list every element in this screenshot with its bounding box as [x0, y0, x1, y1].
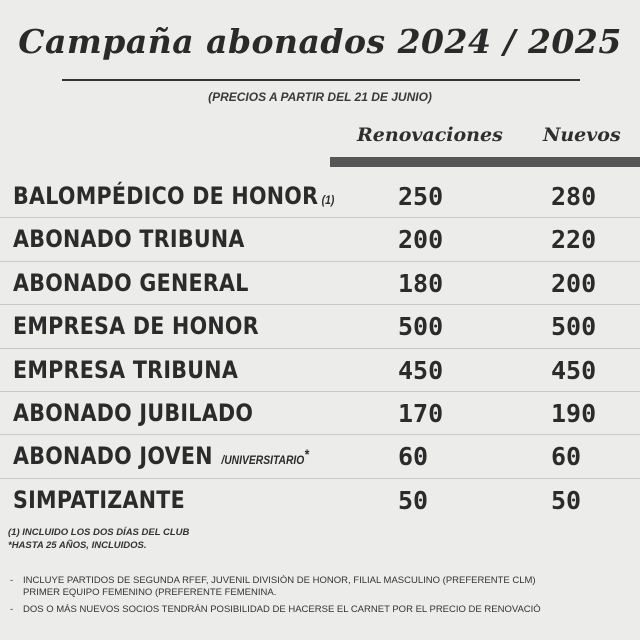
column-header-renovaciones: Renovaciones: [357, 124, 503, 146]
dash-marker: -: [10, 575, 14, 586]
price-nuevos: 190: [551, 398, 597, 428]
price-renovaciones: 500: [398, 312, 444, 342]
table-row: [0, 218, 640, 261]
price-table: [0, 175, 640, 521]
conditions-list: [10, 575, 640, 616]
row-note: (1): [321, 193, 335, 207]
header-bar: [330, 157, 640, 167]
condition-item: [10, 575, 640, 599]
footnote-one: (1) INCLUIDO LOS DOS DÍAS DEL CLUB: [8, 527, 190, 538]
row-label: [13, 182, 334, 210]
footnotes: [8, 526, 189, 552]
price-nuevos: 50: [551, 485, 582, 515]
price-nuevos: 500: [551, 312, 597, 342]
condition-text-line2: PRIMER EQUIPO FEMENINO (PREFERENTE FEMENINA.: [23, 587, 277, 598]
row-label-text: BALOMPÉDICO DE HONOR: [13, 182, 319, 210]
column-header-nuevos: Nuevos: [543, 124, 621, 146]
price-renovaciones: 60: [398, 442, 429, 472]
table-row: [0, 479, 640, 521]
asterisk-mark: *: [304, 446, 309, 463]
table-row: [0, 305, 640, 348]
row-label: ABONADO GENERAL: [13, 268, 249, 297]
row-note: [221, 446, 309, 468]
price-renovaciones: 50: [398, 485, 429, 515]
price-nuevos: 280: [551, 182, 597, 211]
title-underline: [62, 79, 580, 81]
subtitle: (PRECIOS A PARTIR DEL 21 DE JUNIO): [208, 90, 432, 104]
price-renovaciones: 250: [398, 182, 444, 211]
price-nuevos: 60: [551, 442, 582, 472]
table-row: [0, 435, 640, 478]
table-row: [0, 175, 640, 218]
row-label: SIMPATIZANTE: [13, 485, 185, 514]
table-row: [0, 349, 640, 392]
dash-marker: -: [10, 604, 14, 615]
price-renovaciones: 180: [398, 268, 444, 298]
condition-text: DOS O MÁS NUEVOS SOCIOS TENDRÁN POSIBILIDAD DE HACERSE EL CARNET POR EL PRECIO DE RENOVACIÓ: [23, 604, 541, 615]
row-label: ABONADO JUBILADO: [13, 398, 254, 427]
row-label: [13, 442, 309, 470]
table-row: [0, 262, 640, 305]
footnote-two: *HASTA 25 AÑOS, INCLUIDOS.: [8, 540, 147, 551]
page-title: Campaña abonados 2024 / 2025: [18, 22, 622, 61]
row-note-text: /UNIVERSITARIO: [221, 453, 305, 468]
price-nuevos: 450: [551, 355, 597, 385]
row-label: EMPRESA TRIBUNA: [13, 355, 239, 384]
price-renovaciones: 170: [398, 398, 444, 428]
price-nuevos: 220: [551, 225, 597, 255]
condition-text-line1: INCLUYE PARTIDOS DE SEGUNDA RFEF, JUVENIL DIVISIÓN DE HONOR, FILIAL MASCULINO (PREFERENTE CLM): [23, 575, 536, 586]
price-renovaciones: 450: [398, 355, 444, 385]
condition-item: [10, 604, 640, 616]
price-nuevos: 200: [551, 268, 597, 298]
row-label: ABONADO TRIBUNA: [13, 225, 245, 254]
table-row: [0, 392, 640, 435]
row-label: EMPRESA DE HONOR: [13, 312, 259, 341]
row-label-text: ABONADO JOVEN: [13, 442, 213, 471]
price-renovaciones: 200: [398, 225, 444, 255]
